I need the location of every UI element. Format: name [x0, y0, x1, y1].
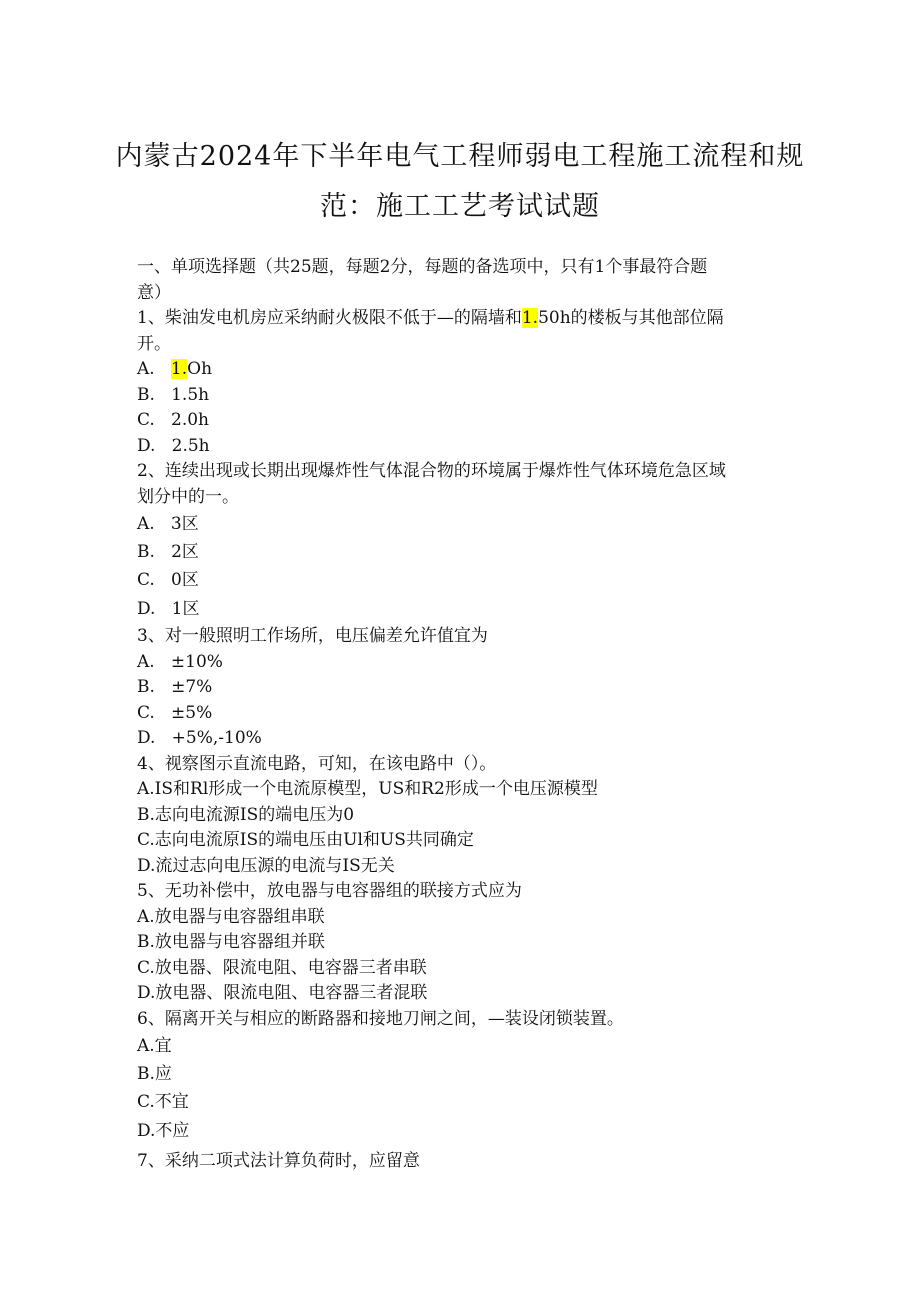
question-3-option-a: A. ±10%	[137, 651, 223, 672]
question-2-stem-cont: 划分中的一。	[137, 486, 239, 507]
question-4-stem: 4、视察图示直流电路，可知，在该电路中（）。	[137, 753, 497, 774]
highlight-mark: 1.	[170, 359, 188, 379]
question-2-option-d: D. 1区	[137, 599, 200, 619]
question-3-option-c: C. ±5%	[137, 702, 213, 723]
question-2-stem: 2、连续出现或长期出现爆炸性气体混合物的环境属于爆炸性气体环境危急区域	[137, 461, 726, 481]
question-1-option-b: B. 1.5h	[137, 384, 210, 405]
question-2-option-a: A. 3区	[137, 514, 199, 534]
question-5-option-a: A.放电器与电容器组串联	[137, 906, 325, 927]
question-6-option-d: D.不应	[137, 1121, 190, 1141]
question-3-option-b: B. ±7%	[137, 677, 213, 697]
question-2-option-c: C. 0区	[137, 570, 199, 590]
question-2-option-b: B. 2区	[137, 542, 199, 562]
question-content	[137, 255, 797, 1176]
document-title-line-2: 范：施工工艺考试试题	[320, 191, 600, 222]
question-6-option-c: C.不宜	[137, 1092, 189, 1112]
question-1-stem-cont: 开。	[137, 333, 171, 354]
section-heading: 一、单项选择题（共25题，每题2分，每题的备选项中，只有1个事最符合题	[137, 257, 708, 277]
question-3-option-d: D. +5%,-10%	[137, 728, 262, 748]
question-6-stem: 6、隔离开关与相应的断路器和接地刀闸之间，—装设闭锁装置。	[137, 1008, 624, 1029]
question-1-option-c: C. 2.0h	[137, 410, 210, 430]
question-5-option-c: C.放电器、限流电阻、电容器三者串联	[137, 957, 427, 978]
document-title-line-1: 内蒙古2024年下半年电气工程师弱电工程施工流程和规	[115, 141, 805, 172]
highlight-mark: 1.	[521, 308, 539, 328]
question-1-option-d: D. 2.5h	[137, 435, 210, 456]
section-heading-cont: 意）	[137, 282, 171, 303]
question-4-option-c: C.志向电流原IS的端电压由Ul和US共同确定	[137, 830, 474, 850]
question-5-stem: 5、无功补偿中，放电器与电容器组的联接方式应为	[137, 881, 522, 901]
question-6-option-a: A.宜	[137, 1036, 172, 1056]
question-5-option-d: D.放电器、限流电阻、电容器三者混联	[137, 983, 428, 1003]
question-6-option-b: B.应	[137, 1064, 172, 1084]
question-3-stem: 3、对一般照明工作场所，电压偏差允许值宜为	[137, 626, 488, 646]
question-4-option-a: A.IS和Rl形成一个电流原模型，US和R2形成一个电压源模型	[137, 779, 598, 799]
question-4-option-b: B.志向电流源IS的端电压为0	[137, 804, 355, 825]
question-4-option-d: D.流过志向电压源的电流与IS无关	[137, 855, 395, 876]
question-1-option-a: A. 1.Oh	[137, 359, 213, 379]
question-7-stem: 7、采纳二项式法计算负荷时，应留意	[137, 1151, 420, 1171]
question-5-option-b: B.放电器与电容器组并联	[137, 932, 325, 952]
question-1-stem: 1、柴油发电机房应采纳耐火极限不低于—的隔墙和1.50h的楼板与其他部位隔	[137, 308, 724, 328]
